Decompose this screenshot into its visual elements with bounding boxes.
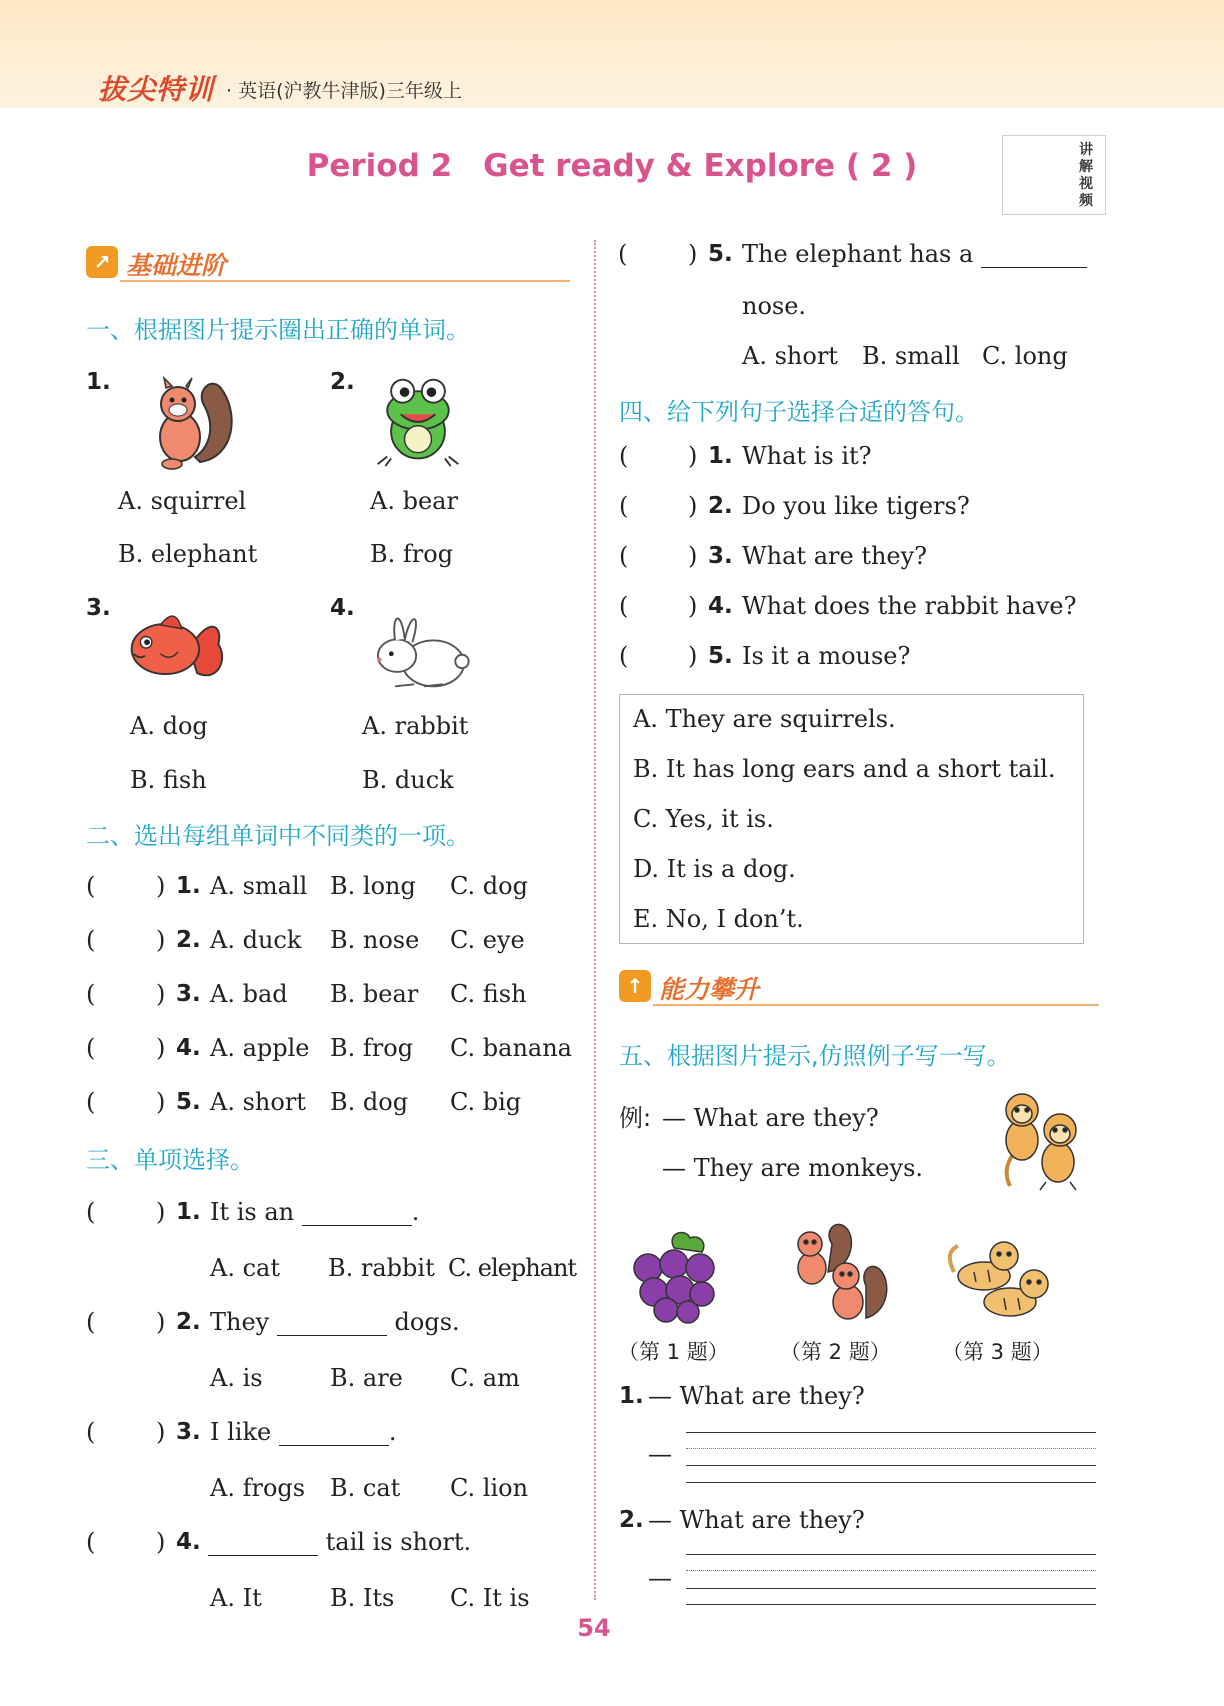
s1-item3-option-b[interactable]: B. fish (130, 766, 207, 794)
s3-item5-cont: nose. (742, 292, 807, 320)
rabbit-icon (366, 606, 472, 692)
s2-item4-b: B. frog (330, 1034, 414, 1062)
answer-option-a: A. They are squirrels. (633, 705, 896, 733)
answer-paren-close: ) (156, 926, 166, 954)
frog-icon (370, 372, 466, 468)
answer-option-e: E. No, I don’t. (633, 905, 804, 933)
s3-item5-b: B. small (862, 342, 960, 370)
section3-title: 三、单项选择。 (86, 1146, 254, 1174)
s3-item2-pre: They (210, 1308, 270, 1336)
answer-paren-open[interactable]: ( (86, 1088, 96, 1116)
s3-item2-c: C. am (450, 1364, 520, 1392)
s3-item5-pre: The elephant has a (742, 240, 974, 268)
fill-blank[interactable] (277, 1310, 387, 1336)
answer-paren-close: ) (688, 442, 698, 470)
example-label: 例: (619, 1104, 652, 1132)
answer-paren-close: ) (156, 1418, 166, 1446)
s5-q1-answer-dash: — (648, 1440, 672, 1468)
s2-item4-c: C. banana (450, 1034, 572, 1062)
writing-guide (686, 1448, 1096, 1449)
s3-item4-b: B. Its (330, 1584, 395, 1612)
s3-item1-num: 1. (176, 1199, 201, 1225)
s3-item1-post: . (411, 1198, 420, 1226)
answer-paren-close: ) (688, 542, 698, 570)
s1-item4-option-a[interactable]: A. rabbit (362, 712, 469, 740)
answer-option-d: D. It is a dog. (633, 855, 796, 883)
s3-item5-stem (742, 240, 1087, 268)
answer-paren-open[interactable]: ( (618, 240, 628, 268)
brand-logo: 拔尖特训 (98, 73, 215, 106)
s3-item3-c: C. lion (450, 1474, 529, 1502)
answer-paren-close: ) (156, 980, 166, 1008)
s3-item2-num: 2. (176, 1309, 201, 1335)
s5-q1-text: — What are they? (648, 1382, 865, 1410)
s3-item3-stem (210, 1418, 397, 1446)
tigers-icon (944, 1232, 1056, 1322)
answer-paren-close: ) (156, 1528, 166, 1556)
s2-item2-a: A. duck (210, 926, 302, 954)
s3-item3-num: 3. (176, 1419, 201, 1445)
s2-item1-b: B. long (330, 872, 416, 900)
level-advanced-label: 能力攀升 (659, 975, 760, 1004)
level-basic-label: 基础进阶 (126, 251, 227, 280)
s3-item3-post: . (388, 1418, 397, 1446)
s3-item1-stem (210, 1198, 419, 1226)
s3-item1-b: B. rabbit (328, 1254, 435, 1282)
writing-line[interactable] (686, 1465, 1096, 1466)
answer-paren-open[interactable]: ( (86, 1198, 96, 1226)
fill-blank[interactable] (279, 1420, 389, 1446)
s5-q2-text: — What are they? (648, 1506, 865, 1534)
writing-guide (686, 1570, 1096, 1571)
s5-q2-num: 2. (619, 1507, 644, 1533)
answer-paren-close: ) (688, 492, 698, 520)
s1-item1-num: 1. (86, 369, 111, 395)
s2-item5-num: 5. (176, 1089, 201, 1115)
answer-paren-open[interactable]: ( (86, 1034, 96, 1062)
s2-item4-num: 4. (176, 1035, 201, 1061)
picture-caption-3: （第 3 题） (942, 1340, 1053, 1364)
s3-item3-a: A. frogs (210, 1474, 306, 1502)
s4-q1-num: 1. (708, 443, 733, 469)
s4-q5-text: Is it a mouse? (742, 642, 911, 670)
answer-paren-open[interactable]: ( (86, 1418, 96, 1446)
s2-item2-c: C. eye (450, 926, 525, 954)
writing-line[interactable] (686, 1604, 1096, 1605)
s3-item5-a: A. short (742, 342, 838, 370)
answer-paren-close: ) (156, 1088, 166, 1116)
writing-line[interactable] (686, 1432, 1096, 1433)
s5-q1-num: 1. (619, 1383, 644, 1409)
column-divider (594, 240, 596, 1600)
s4-q5-num: 5. (708, 643, 733, 669)
s3-item4-stem (208, 1528, 471, 1556)
s3-item2-post: dogs. (394, 1308, 460, 1336)
s4-q4-num: 4. (708, 593, 733, 619)
answer-option-c: C. Yes, it is. (633, 805, 774, 833)
s2-item3-c: C. fish (450, 980, 527, 1008)
answer-paren-open[interactable]: ( (86, 1308, 96, 1336)
s1-item4-option-b[interactable]: B. duck (362, 766, 454, 794)
writing-line[interactable] (686, 1588, 1096, 1589)
grapes-icon (626, 1228, 722, 1324)
picture-caption-2: （第 2 题） (780, 1340, 891, 1364)
fish-icon (122, 604, 228, 694)
s3-item4-num: 4. (176, 1529, 201, 1555)
answer-paren-open[interactable]: ( (86, 926, 96, 954)
s1-item3-option-a[interactable]: A. dog (130, 712, 208, 740)
answer-options-box (619, 694, 1084, 944)
answer-paren-open[interactable]: ( (619, 442, 629, 470)
s1-item1-option-b[interactable]: B. elephant (118, 540, 258, 568)
s2-item5-a: A. short (210, 1088, 306, 1116)
s2-item1-num: 1. (176, 873, 201, 899)
level-basic-icon: ↗ (86, 246, 118, 278)
s3-item1-pre: It is an (210, 1198, 295, 1226)
s3-item1-a: A. cat (210, 1254, 280, 1282)
level-header-basic (86, 242, 570, 282)
level-underline (120, 280, 570, 282)
squirrel-icon (140, 372, 240, 472)
answer-paren-close: ) (156, 1034, 166, 1062)
video-qr-box[interactable] (1002, 135, 1106, 215)
s2-item3-num: 3. (176, 981, 201, 1007)
s3-item4-post: tail is short. (325, 1528, 472, 1556)
monkeys-icon (990, 1086, 1090, 1192)
section1-title: 一、根据图片提示圈出正确的单词。 (86, 316, 470, 344)
video-label: 讲解视频 (1079, 142, 1093, 209)
s3-item4-a: A. It (210, 1584, 262, 1612)
s3-item3-pre: I like (210, 1418, 272, 1446)
s2-item3-a: A. bad (210, 980, 288, 1008)
answer-paren-open[interactable]: ( (619, 492, 629, 520)
s4-q3-num: 3. (708, 543, 733, 569)
fill-blank[interactable] (208, 1530, 318, 1556)
s4-q4-text: What does the rabbit have? (742, 592, 1077, 620)
example-question: — What are they? (662, 1104, 879, 1132)
level-header-advanced (619, 966, 1099, 1006)
page-title: Period 2 Get ready & Explore ( 2 ) (306, 148, 918, 184)
fill-blank[interactable] (302, 1200, 412, 1226)
answer-paren-close: ) (156, 1198, 166, 1226)
s1-item1-option-a[interactable]: A. squirrel (118, 487, 247, 515)
s3-item4-c: C. It is (450, 1584, 530, 1612)
s3-item2-a: A. is (210, 1364, 263, 1392)
s3-item1-c: C. elephant (448, 1254, 577, 1282)
level-advanced-icon: ↑ (619, 970, 651, 1002)
s2-item3-b: B. bear (330, 980, 419, 1008)
answer-option-b: B. It has long ears and a short tail. (633, 755, 1056, 783)
picture-caption-1: （第 1 题） (618, 1340, 729, 1364)
s1-item4-num: 4. (330, 595, 355, 621)
section5-title: 五、根据图片提示,仿照例子写一写。 (619, 1042, 1011, 1070)
level-underline (653, 1004, 1099, 1006)
s4-q2-num: 2. (708, 493, 733, 519)
section2-title: 二、选出每组单词中不同类的一项。 (86, 822, 470, 850)
s1-item3-num: 3. (86, 595, 111, 621)
s2-item5-c: C. big (450, 1088, 522, 1116)
answer-paren-close: ) (156, 1308, 166, 1336)
page-number: 54 (577, 1614, 611, 1642)
s5-q2-answer-dash: — (648, 1564, 672, 1592)
answer-paren-close: ) (688, 642, 698, 670)
example-answer: — They are monkeys. (662, 1154, 924, 1182)
squirrels-icon (778, 1222, 890, 1326)
s2-item2-b: B. nose (330, 926, 420, 954)
answer-paren-open[interactable]: ( (619, 542, 629, 570)
section4-title: 四、给下列句子选择合适的答句。 (619, 398, 979, 426)
answer-paren-open[interactable]: ( (86, 872, 96, 900)
answer-paren-close: ) (688, 240, 698, 268)
answer-paren-open[interactable]: ( (86, 980, 96, 1008)
s1-item2-option-a[interactable]: A. bear (370, 487, 458, 515)
answer-paren-open[interactable]: ( (619, 592, 629, 620)
s2-item1-c: C. dog (450, 872, 528, 900)
s3-item2-stem (210, 1308, 460, 1336)
answer-paren-close: ) (688, 592, 698, 620)
s2-item4-a: A. apple (210, 1034, 310, 1062)
s1-item2-num: 2. (330, 369, 355, 395)
book-subject: · 英语(沪教牛津版)三年级上 (226, 80, 462, 102)
s1-item2-option-b[interactable]: B. frog (370, 540, 454, 568)
s2-item2-num: 2. (176, 927, 201, 953)
s4-q1-text: What is it? (742, 442, 872, 470)
fill-blank[interactable] (981, 242, 1087, 268)
s2-item1-a: A. small (210, 872, 308, 900)
answer-paren-close: ) (156, 872, 166, 900)
s3-item5-c: C. long (982, 342, 1068, 370)
writing-line[interactable] (686, 1482, 1096, 1483)
s2-item5-b: B. dog (330, 1088, 409, 1116)
s4-q2-text: Do you like tigers? (742, 492, 970, 520)
s3-item5-num: 5. (708, 241, 733, 267)
writing-line[interactable] (686, 1554, 1096, 1555)
answer-paren-open[interactable]: ( (86, 1528, 96, 1556)
answer-paren-open[interactable]: ( (619, 642, 629, 670)
s4-q3-text: What are they? (742, 542, 928, 570)
s3-item3-b: B. cat (330, 1474, 401, 1502)
s3-item2-b: B. are (330, 1364, 403, 1392)
